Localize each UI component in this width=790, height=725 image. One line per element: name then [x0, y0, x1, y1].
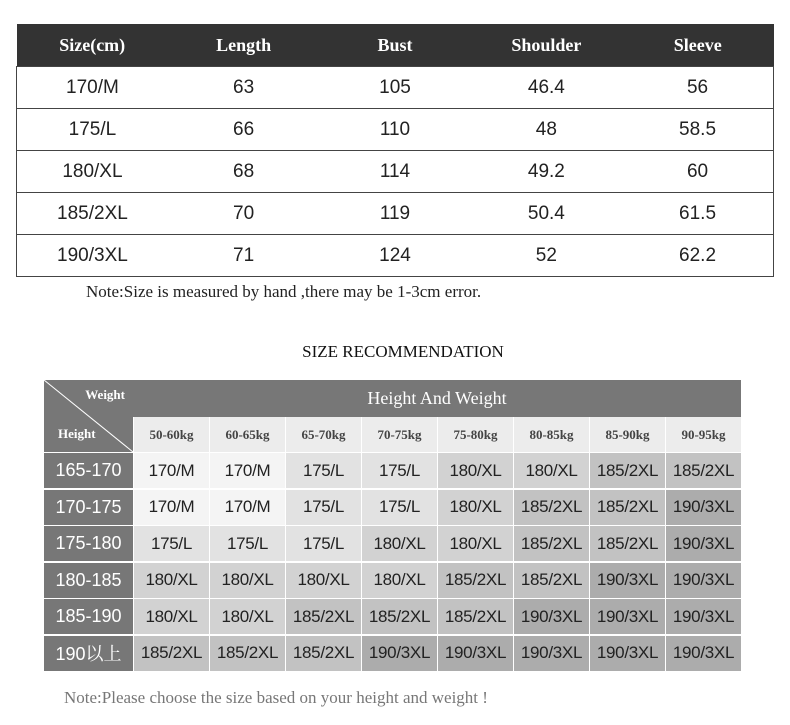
recommended-size-cell: 180/XL: [437, 490, 513, 526]
recommended-size-cell: 190/3XL: [589, 636, 665, 672]
size-cell: 58.5: [622, 109, 773, 151]
height-weight-header: Height And Weight: [133, 380, 741, 417]
recommended-size-cell: 190/3XL: [589, 563, 665, 599]
recommended-size-cell: 190/3XL: [513, 599, 589, 635]
size-chart-header-row: [17, 24, 774, 67]
size-cell: 68: [168, 151, 319, 193]
height-range-cell: 170-175: [44, 490, 133, 526]
header-length: Length: [168, 24, 319, 67]
recommended-size-cell: 185/2XL: [513, 490, 589, 526]
recommendation-row: [44, 599, 741, 635]
recommended-size-cell: 185/2XL: [589, 526, 665, 562]
recommended-size-cell: 180/XL: [437, 526, 513, 562]
weight-range-cell: 85-90kg: [589, 417, 665, 452]
size-cell: 105: [319, 67, 470, 109]
size-cell: 49.2: [471, 151, 622, 193]
recommended-size-cell: 190/3XL: [437, 636, 513, 672]
size-cell: 70: [168, 193, 319, 235]
size-cell: 71: [168, 235, 319, 277]
recommended-size-cell: 185/2XL: [589, 490, 665, 526]
size-cell: 66: [168, 109, 319, 151]
recommended-size-cell: 175/L: [285, 490, 361, 526]
recommendation-title: SIZE RECOMMENDATION: [302, 342, 504, 361]
recommended-size-cell: 185/2XL: [513, 563, 589, 599]
recommended-size-cell: 170/M: [133, 490, 209, 526]
size-cell: 48: [471, 109, 622, 151]
recommended-size-cell: 185/2XL: [285, 599, 361, 635]
height-range-cell: 175-180: [44, 526, 133, 562]
recommended-size-cell: 185/2XL: [513, 526, 589, 562]
recommended-size-cell: 190/3XL: [361, 636, 437, 672]
recommended-size-cell: 175/L: [361, 490, 437, 526]
weight-range-cell: 75-80kg: [437, 417, 513, 452]
recommended-size-cell: 190/3XL: [665, 490, 741, 526]
size-cell: 175/L: [17, 109, 168, 151]
height-range-cell: 190以上: [44, 636, 133, 672]
size-cell: 124: [319, 235, 470, 277]
recommendation-row: [44, 490, 741, 526]
recommended-size-cell: 180/XL: [437, 453, 513, 489]
recommended-size-cell: 175/L: [209, 526, 285, 562]
size-choice-note: Note:Please choose the size based on your height and weight !: [64, 688, 488, 707]
weight-range-cell: 60-65kg: [209, 417, 285, 452]
recommendation-table: [44, 380, 741, 670]
header-sleeve: Sleeve: [622, 24, 773, 67]
size-cell: 60: [622, 151, 773, 193]
recommended-size-cell: 175/L: [361, 453, 437, 489]
size-cell: 56: [622, 67, 773, 109]
size-cell: 50.4: [471, 193, 622, 235]
recommended-size-cell: 190/3XL: [665, 599, 741, 635]
height-range-cell: 165-170: [44, 453, 133, 489]
header-shoulder: Shoulder: [471, 24, 622, 67]
height-range-cell: 185-190: [44, 599, 133, 635]
height-range-cell: 180-185: [44, 563, 133, 599]
size-cell: 185/2XL: [17, 193, 168, 235]
recommended-size-cell: 180/XL: [209, 599, 285, 635]
recommended-size-cell: 175/L: [133, 526, 209, 562]
recommendation-row: [44, 526, 741, 562]
weight-range-cell: 80-85kg: [513, 417, 589, 452]
recommendation-row: [44, 563, 741, 599]
recommended-size-cell: 170/M: [209, 490, 285, 526]
recommendation-row: [44, 453, 741, 489]
weight-range-cell: 50-60kg: [133, 417, 209, 452]
recommended-size-cell: 185/2XL: [361, 599, 437, 635]
recommended-size-cell: 190/3XL: [665, 563, 741, 599]
corner-height-label: Height: [58, 426, 96, 441]
size-chart-body: [17, 67, 774, 277]
size-cell: 63: [168, 67, 319, 109]
header-size: Size(cm): [17, 24, 168, 67]
weight-range-cell: 70-75kg: [361, 417, 437, 452]
size-row: [17, 67, 774, 109]
weight-range-cell: 65-70kg: [285, 417, 361, 452]
size-row: [17, 151, 774, 193]
size-cell: 46.4: [471, 67, 622, 109]
recommended-size-cell: 185/2XL: [589, 453, 665, 489]
recommended-size-cell: 180/XL: [133, 599, 209, 635]
size-row: [17, 235, 774, 277]
recommended-size-cell: 175/L: [285, 453, 361, 489]
recommended-size-cell: 190/3XL: [513, 636, 589, 672]
recommended-size-cell: 180/XL: [133, 563, 209, 599]
recommended-size-cell: 175/L: [285, 526, 361, 562]
recommended-size-cell: 180/XL: [361, 563, 437, 599]
size-cell: 114: [319, 151, 470, 193]
size-cell: 62.2: [622, 235, 773, 277]
recommended-size-cell: 170/M: [209, 453, 285, 489]
recommended-size-cell: 185/2XL: [209, 636, 285, 672]
size-row: [17, 193, 774, 235]
recommended-size-cell: 180/XL: [285, 563, 361, 599]
size-chart-table: [16, 24, 774, 277]
recommended-size-cell: 185/2XL: [437, 599, 513, 635]
corner-weight-label: Weight: [85, 387, 125, 402]
recommended-size-cell: 190/3XL: [589, 599, 665, 635]
size-cell: 119: [319, 193, 470, 235]
recommendation-grid: [44, 453, 741, 672]
recommended-size-cell: 180/XL: [209, 563, 285, 599]
recommended-size-cell: 185/2XL: [133, 636, 209, 672]
measurement-note: Note:Size is measured by hand ,there may be 1-3cm error.: [86, 282, 482, 301]
recommended-size-cell: 180/XL: [361, 526, 437, 562]
header-bust: Bust: [319, 24, 470, 67]
recommended-size-cell: 180/XL: [513, 453, 589, 489]
recommendation-row: [44, 636, 741, 672]
corner-header-cell: [44, 380, 133, 452]
recommended-size-cell: 185/2XL: [665, 453, 741, 489]
recommended-size-cell: 190/3XL: [665, 636, 741, 672]
size-cell: 61.5: [622, 193, 773, 235]
weight-range-row: [133, 417, 741, 452]
size-cell: 110: [319, 109, 470, 151]
size-cell: 170/M: [17, 67, 168, 109]
recommended-size-cell: 185/2XL: [437, 563, 513, 599]
size-cell: 52: [471, 235, 622, 277]
size-cell: 190/3XL: [17, 235, 168, 277]
recommended-size-cell: 185/2XL: [285, 636, 361, 672]
size-cell: 180/XL: [17, 151, 168, 193]
size-row: [17, 109, 774, 151]
recommended-size-cell: 190/3XL: [665, 526, 741, 562]
weight-range-cell: 90-95kg: [665, 417, 741, 452]
recommended-size-cell: 170/M: [133, 453, 209, 489]
